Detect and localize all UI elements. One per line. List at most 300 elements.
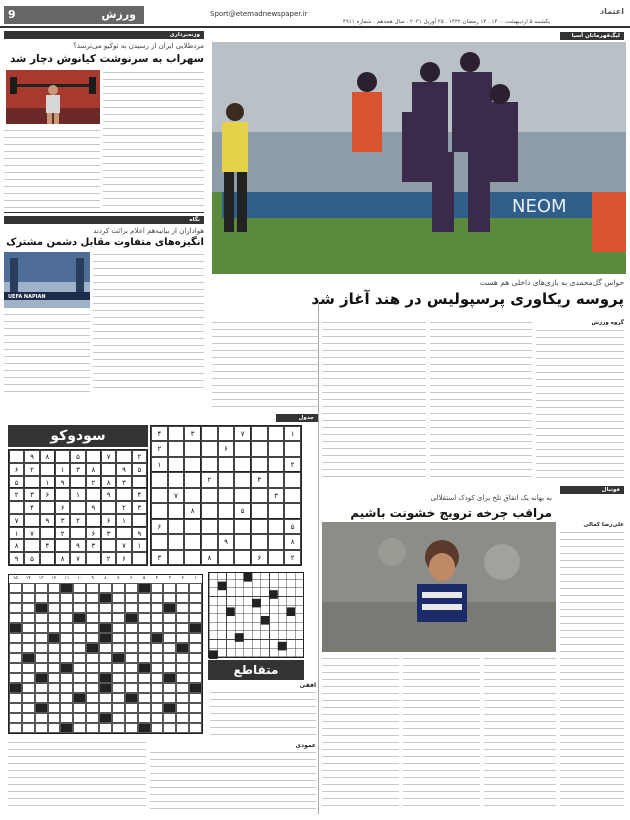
crossword-cell[interactable]: [73, 673, 86, 683]
crossword-cell[interactable]: [35, 693, 48, 703]
crossword-cell[interactable]: [35, 723, 48, 733]
sudoku-cell[interactable]: ۲: [151, 441, 168, 456]
crossword-cell[interactable]: [9, 583, 22, 593]
crossword-cell[interactable]: [48, 693, 61, 703]
crossword-cell[interactable]: [112, 723, 125, 733]
sudoku-cell[interactable]: [201, 534, 218, 549]
crossword-cell[interactable]: [125, 583, 138, 593]
crossword-cell[interactable]: [73, 713, 86, 723]
crossword-cell[interactable]: [73, 663, 86, 673]
sudoku-cell[interactable]: ۷: [70, 552, 85, 565]
sudoku-cell[interactable]: ۶: [151, 519, 168, 534]
crossword-cell[interactable]: [138, 603, 151, 613]
sudoku-cell[interactable]: [251, 488, 268, 503]
crossword-cell[interactable]: [151, 613, 164, 623]
sudoku-cell[interactable]: ۱: [55, 463, 70, 476]
sudoku-cell[interactable]: [218, 488, 235, 503]
sudoku-cell[interactable]: [234, 472, 251, 487]
crossword-cell[interactable]: [138, 683, 151, 693]
sudoku-cell[interactable]: ۱: [116, 514, 131, 527]
crossword-cell[interactable]: [151, 593, 164, 603]
sudoku-cell[interactable]: ۳: [101, 527, 116, 540]
crossword-cell[interactable]: [138, 593, 151, 603]
sudoku-cell[interactable]: [251, 503, 268, 518]
sudoku-cell[interactable]: ۹: [55, 476, 70, 489]
crossword-cell[interactable]: [60, 713, 73, 723]
sudoku-cell[interactable]: [201, 503, 218, 518]
crossword-cell[interactable]: [60, 653, 73, 663]
crossword-cell[interactable]: [22, 623, 35, 633]
sudoku-cell[interactable]: ۲: [70, 514, 85, 527]
crossword-cell[interactable]: [86, 723, 99, 733]
crossword-cell[interactable]: [73, 583, 86, 593]
crossword-cell[interactable]: [9, 593, 22, 603]
crossword-cell[interactable]: [60, 593, 73, 603]
crossword-cell[interactable]: [138, 623, 151, 633]
crossword-cell[interactable]: [22, 643, 35, 653]
sudoku-cell[interactable]: ۶: [218, 441, 235, 456]
crossword-cell[interactable]: [60, 683, 73, 693]
crossword-cell[interactable]: [125, 593, 138, 603]
crossword-cell[interactable]: [151, 583, 164, 593]
sudoku-cell[interactable]: [132, 476, 147, 489]
sudoku-cell[interactable]: [268, 441, 285, 456]
sudoku-cell[interactable]: ۲: [24, 463, 39, 476]
sudoku-cell[interactable]: ۴: [24, 501, 39, 514]
sudoku-cell[interactable]: [268, 519, 285, 534]
sudoku-cell[interactable]: ۲: [284, 550, 301, 565]
crossword-cell[interactable]: [163, 653, 176, 663]
story-headline[interactable]: پروسه ریکاوری پرسپولیس در هند آغاز شد: [311, 290, 624, 308]
crossword-cell[interactable]: [112, 593, 125, 603]
crossword-cell[interactable]: [60, 703, 73, 713]
sudoku-cell[interactable]: [184, 441, 201, 456]
crossword-cell[interactable]: [176, 593, 189, 603]
sudoku-cell[interactable]: ۹: [218, 534, 235, 549]
sudoku-cell[interactable]: ۸: [201, 550, 218, 565]
crossword-cell[interactable]: [86, 683, 99, 693]
sudoku-cell[interactable]: [218, 426, 235, 441]
crossword-cell[interactable]: [138, 693, 151, 703]
crossword-cell[interactable]: [151, 673, 164, 683]
sudoku-cell[interactable]: ۱: [132, 539, 147, 552]
sudoku-cell[interactable]: ۸: [101, 476, 116, 489]
crossword-cell[interactable]: [112, 663, 125, 673]
crossword-cell[interactable]: [86, 713, 99, 723]
crossword-cell[interactable]: [176, 603, 189, 613]
crossword-cell[interactable]: [189, 653, 202, 663]
crossword-cell[interactable]: [163, 593, 176, 603]
story-headline[interactable]: سهراب به سرنوشت کیانوش دچار شد: [9, 53, 204, 65]
crossword-cell[interactable]: [48, 673, 61, 683]
crossword-cell[interactable]: [189, 593, 202, 603]
sudoku-cell[interactable]: [218, 472, 235, 487]
crossword-cell[interactable]: [86, 583, 99, 593]
crossword-cell[interactable]: [22, 633, 35, 643]
sudoku-cell[interactable]: [40, 527, 55, 540]
crossword-cell[interactable]: [99, 663, 112, 673]
sudoku-cell[interactable]: ۵: [24, 552, 39, 565]
sudoku-cell[interactable]: ۶: [251, 550, 268, 565]
crossword-cell[interactable]: [163, 723, 176, 733]
crossword-cell[interactable]: [112, 713, 125, 723]
crossword-cell[interactable]: [60, 613, 73, 623]
crossword-cell[interactable]: [176, 623, 189, 633]
sudoku-cell[interactable]: [168, 472, 185, 487]
crossword-cell[interactable]: [189, 663, 202, 673]
sudoku-cell[interactable]: [55, 450, 70, 463]
crossword-cell[interactable]: [138, 643, 151, 653]
sudoku-cell[interactable]: [151, 534, 168, 549]
small-crossword-grid[interactable]: [208, 572, 304, 658]
sudoku-cell[interactable]: [86, 552, 101, 565]
crossword-cell[interactable]: [48, 603, 61, 613]
sudoku-cell[interactable]: [86, 514, 101, 527]
crossword-cell[interactable]: [9, 693, 22, 703]
crossword-cell[interactable]: [22, 593, 35, 603]
crossword-cell[interactable]: [138, 653, 151, 663]
sudoku-cell[interactable]: ۵: [9, 476, 24, 489]
crossword-cell[interactable]: [60, 623, 73, 633]
sudoku-cell[interactable]: [234, 550, 251, 565]
sudoku-cell[interactable]: ۶: [101, 514, 116, 527]
crossword-cell[interactable]: [176, 723, 189, 733]
crossword-grid[interactable]: [8, 574, 203, 734]
crossword-cell[interactable]: [125, 603, 138, 613]
sudoku-cell[interactable]: [234, 457, 251, 472]
sudoku-cell[interactable]: ۵: [234, 503, 251, 518]
sudoku-cell[interactable]: ۱: [40, 476, 55, 489]
story-headline[interactable]: انگیزه‌های متفاوت مقابل دشمن مشترک: [6, 237, 204, 248]
crossword-cell[interactable]: [9, 673, 22, 683]
crossword-cell[interactable]: [125, 663, 138, 673]
crossword-cell[interactable]: [163, 623, 176, 633]
crossword-cell[interactable]: [86, 603, 99, 613]
crossword-cell[interactable]: [48, 663, 61, 673]
crossword-cell[interactable]: [22, 683, 35, 693]
crossword-cell[interactable]: [73, 633, 86, 643]
sudoku-cell[interactable]: ۷: [234, 426, 251, 441]
crossword-cell[interactable]: [9, 613, 22, 623]
crossword-cell[interactable]: [86, 633, 99, 643]
sudoku-cell[interactable]: [86, 450, 101, 463]
crossword-cell[interactable]: [86, 703, 99, 713]
crossword-cell[interactable]: [35, 683, 48, 693]
crossword-cell[interactable]: [151, 603, 164, 613]
sudoku-cell[interactable]: [24, 514, 39, 527]
sudoku-cell[interactable]: [268, 550, 285, 565]
crossword-cell[interactable]: [22, 663, 35, 673]
crossword-cell[interactable]: [176, 673, 189, 683]
sudoku-cell[interactable]: [251, 534, 268, 549]
crossword-cell[interactable]: [35, 713, 48, 723]
sudoku-cell[interactable]: [40, 501, 55, 514]
crossword-cell[interactable]: [176, 683, 189, 693]
crossword-cell[interactable]: [112, 623, 125, 633]
sudoku-cell[interactable]: ۲: [132, 450, 147, 463]
crossword-cell[interactable]: [176, 713, 189, 723]
crossword-cell[interactable]: [73, 623, 86, 633]
crossword-cell[interactable]: [99, 613, 112, 623]
crossword-cell[interactable]: [125, 723, 138, 733]
sudoku-cell[interactable]: [268, 472, 285, 487]
sudoku-cell[interactable]: [218, 457, 235, 472]
sudoku-cell[interactable]: ۲: [86, 476, 101, 489]
sudoku-cell[interactable]: ۸: [86, 463, 101, 476]
crossword-cell[interactable]: [125, 623, 138, 633]
crossword-cell[interactable]: [112, 703, 125, 713]
crossword-cell[interactable]: [163, 663, 176, 673]
sudoku-cell[interactable]: [251, 457, 268, 472]
crossword-cell[interactable]: [86, 663, 99, 673]
sudoku-grid-easy[interactable]: [8, 449, 148, 566]
crossword-cell[interactable]: [112, 673, 125, 683]
sudoku-cell[interactable]: [268, 534, 285, 549]
crossword-cell[interactable]: [86, 613, 99, 623]
sudoku-cell[interactable]: [251, 519, 268, 534]
crossword-cell[interactable]: [112, 583, 125, 593]
crossword-cell[interactable]: [176, 703, 189, 713]
crossword-cell[interactable]: [176, 633, 189, 643]
crossword-cell[interactable]: [60, 633, 73, 643]
crossword-cell[interactable]: [125, 633, 138, 643]
sudoku-cell[interactable]: [268, 426, 285, 441]
crossword-cell[interactable]: [189, 613, 202, 623]
crossword-cell[interactable]: [176, 663, 189, 673]
crossword-cell[interactable]: [138, 633, 151, 643]
sudoku-cell[interactable]: [268, 503, 285, 518]
sudoku-cell[interactable]: [184, 457, 201, 472]
crossword-cell[interactable]: [151, 683, 164, 693]
crossword-cell[interactable]: [48, 643, 61, 653]
sudoku-cell[interactable]: ۹: [116, 463, 131, 476]
sudoku-cell[interactable]: [234, 488, 251, 503]
crossword-cell[interactable]: [151, 623, 164, 633]
sudoku-cell[interactable]: [70, 501, 85, 514]
crossword-cell[interactable]: [73, 593, 86, 603]
sudoku-cell[interactable]: [24, 476, 39, 489]
sudoku-cell[interactable]: ۴: [251, 472, 268, 487]
crossword-cell[interactable]: [189, 583, 202, 593]
sudoku-cell[interactable]: ۱: [284, 426, 301, 441]
crossword-cell[interactable]: [189, 633, 202, 643]
section-email[interactable]: Sport@etemadnewspaper.ir: [210, 10, 308, 18]
crossword-cell[interactable]: [125, 683, 138, 693]
crossword-cell[interactable]: [151, 653, 164, 663]
sudoku-cell[interactable]: ۲: [55, 527, 70, 540]
crossword-cell[interactable]: [151, 693, 164, 703]
crossword-cell[interactable]: [189, 643, 202, 653]
sudoku-cell[interactable]: ۴: [40, 539, 55, 552]
crossword-cell[interactable]: [73, 683, 86, 693]
sudoku-cell[interactable]: [55, 488, 70, 501]
sudoku-cell[interactable]: ۷: [116, 539, 131, 552]
crossword-cell[interactable]: [176, 613, 189, 623]
crossword-cell[interactable]: [86, 593, 99, 603]
crossword-cell[interactable]: [189, 673, 202, 683]
crossword-cell[interactable]: [138, 713, 151, 723]
crossword-cell[interactable]: [151, 663, 164, 673]
sudoku-cell[interactable]: ۱: [151, 457, 168, 472]
sudoku-cell[interactable]: [24, 539, 39, 552]
crossword-cell[interactable]: [48, 683, 61, 693]
crossword-cell[interactable]: [112, 633, 125, 643]
sudoku-cell[interactable]: ۳: [70, 463, 85, 476]
sudoku-cell[interactable]: [168, 503, 185, 518]
crossword-cell[interactable]: [163, 683, 176, 693]
sudoku-cell[interactable]: [132, 552, 147, 565]
crossword-cell[interactable]: [125, 673, 138, 683]
sudoku-cell[interactable]: ۱: [70, 488, 85, 501]
crossword-cell[interactable]: [138, 673, 151, 683]
sudoku-cell[interactable]: [40, 463, 55, 476]
crossword-cell[interactable]: [86, 653, 99, 663]
sudoku-cell[interactable]: ۹: [40, 514, 55, 527]
crossword-cell[interactable]: [112, 693, 125, 703]
crossword-cell[interactable]: [99, 583, 112, 593]
sudoku-cell[interactable]: ۹: [9, 552, 24, 565]
crossword-cell[interactable]: [9, 633, 22, 643]
sudoku-cell[interactable]: ۳: [151, 550, 168, 565]
sudoku-cell[interactable]: [268, 457, 285, 472]
crossword-cell[interactable]: [163, 713, 176, 723]
crossword-cell[interactable]: [60, 693, 73, 703]
sudoku-cell[interactable]: ۶: [40, 488, 55, 501]
sudoku-cell[interactable]: [70, 476, 85, 489]
sudoku-cell[interactable]: [86, 488, 101, 501]
crossword-cell[interactable]: [48, 703, 61, 713]
sudoku-cell[interactable]: [40, 552, 55, 565]
sudoku-cell[interactable]: ۵: [70, 450, 85, 463]
sudoku-cell[interactable]: [132, 514, 147, 527]
sudoku-cell[interactable]: ۶: [9, 463, 24, 476]
crossword-cell[interactable]: [138, 703, 151, 713]
crossword-cell[interactable]: [99, 703, 112, 713]
crossword-cell[interactable]: [48, 593, 61, 603]
sudoku-cell[interactable]: [168, 441, 185, 456]
sudoku-cell[interactable]: ۷: [24, 527, 39, 540]
crossword-cell[interactable]: [151, 723, 164, 733]
crossword-cell[interactable]: [35, 583, 48, 593]
sudoku-cell[interactable]: ۹: [101, 488, 116, 501]
sudoku-cell[interactable]: [184, 550, 201, 565]
crossword-cell[interactable]: [48, 713, 61, 723]
sudoku-cell[interactable]: [116, 488, 131, 501]
crossword-cell[interactable]: [9, 603, 22, 613]
crossword-cell[interactable]: [163, 693, 176, 703]
sudoku-cell[interactable]: [168, 550, 185, 565]
crossword-cell[interactable]: [189, 703, 202, 713]
crossword-cell[interactable]: [22, 713, 35, 723]
crossword-cell[interactable]: [189, 723, 202, 733]
crossword-cell[interactable]: [73, 723, 86, 733]
sudoku-cell[interactable]: [55, 539, 70, 552]
sudoku-cell[interactable]: [168, 457, 185, 472]
crossword-cell[interactable]: [176, 583, 189, 593]
sudoku-cell[interactable]: [9, 450, 24, 463]
crossword-cell[interactable]: [176, 653, 189, 663]
sudoku-cell[interactable]: [184, 472, 201, 487]
sudoku-cell[interactable]: ۸: [184, 503, 201, 518]
sudoku-cell[interactable]: [218, 550, 235, 565]
sudoku-cell[interactable]: [284, 441, 301, 456]
crossword-cell[interactable]: [9, 723, 22, 733]
crossword-cell[interactable]: [35, 653, 48, 663]
crossword-cell[interactable]: [22, 723, 35, 733]
sudoku-cell[interactable]: [151, 488, 168, 503]
sudoku-cell[interactable]: ۳: [116, 476, 131, 489]
sudoku-cell[interactable]: [168, 426, 185, 441]
crossword-cell[interactable]: [189, 693, 202, 703]
crossword-cell[interactable]: [151, 643, 164, 653]
sudoku-cell[interactable]: ۸: [55, 552, 70, 565]
crossword-cell[interactable]: [35, 633, 48, 643]
sudoku-cell[interactable]: [184, 519, 201, 534]
crossword-cell[interactable]: [35, 663, 48, 673]
sudoku-cell[interactable]: ۲: [201, 472, 218, 487]
sudoku-cell[interactable]: [251, 426, 268, 441]
crossword-cell[interactable]: [125, 653, 138, 663]
sudoku-cell[interactable]: [151, 503, 168, 518]
crossword-cell[interactable]: [48, 653, 61, 663]
sudoku-cell[interactable]: ۳: [184, 426, 201, 441]
crossword-cell[interactable]: [99, 723, 112, 733]
crossword-cell[interactable]: [189, 603, 202, 613]
sudoku-cell[interactable]: ۲: [284, 457, 301, 472]
crossword-cell[interactable]: [163, 613, 176, 623]
sudoku-cell[interactable]: ۳: [132, 501, 147, 514]
sudoku-grid-hard[interactable]: [150, 425, 302, 566]
crossword-cell[interactable]: [35, 613, 48, 623]
sudoku-cell[interactable]: [201, 519, 218, 534]
sudoku-cell[interactable]: [234, 441, 251, 456]
crossword-cell[interactable]: [9, 663, 22, 673]
sudoku-cell[interactable]: ۲: [101, 552, 116, 565]
sudoku-cell[interactable]: [9, 501, 24, 514]
sudoku-cell[interactable]: [234, 519, 251, 534]
sudoku-cell[interactable]: [284, 472, 301, 487]
crossword-cell[interactable]: [151, 703, 164, 713]
crossword-cell[interactable]: [112, 603, 125, 613]
crossword-cell[interactable]: [86, 623, 99, 633]
sudoku-cell[interactable]: [116, 527, 131, 540]
sudoku-cell[interactable]: [284, 503, 301, 518]
sudoku-cell[interactable]: [151, 472, 168, 487]
crossword-cell[interactable]: [99, 693, 112, 703]
crossword-cell[interactable]: [125, 703, 138, 713]
crossword-cell[interactable]: [99, 603, 112, 613]
sudoku-cell[interactable]: ۷: [101, 450, 116, 463]
crossword-cell[interactable]: [22, 693, 35, 703]
crossword-cell[interactable]: [48, 623, 61, 633]
sudoku-cell[interactable]: [218, 503, 235, 518]
sudoku-cell[interactable]: ۲: [116, 501, 131, 514]
crossword-cell[interactable]: [35, 623, 48, 633]
sudoku-cell[interactable]: ۶: [116, 552, 131, 565]
crossword-cell[interactable]: [48, 583, 61, 593]
crossword-cell[interactable]: [163, 643, 176, 653]
sudoku-cell[interactable]: ۵: [284, 519, 301, 534]
crossword-cell[interactable]: [189, 713, 202, 723]
crossword-cell[interactable]: [86, 673, 99, 683]
crossword-cell[interactable]: [73, 703, 86, 713]
crossword-cell[interactable]: [9, 713, 22, 723]
crossword-cell[interactable]: [163, 583, 176, 593]
sudoku-cell[interactable]: [101, 501, 116, 514]
crossword-cell[interactable]: [22, 583, 35, 593]
crossword-cell[interactable]: [48, 723, 61, 733]
crossword-cell[interactable]: [86, 693, 99, 703]
